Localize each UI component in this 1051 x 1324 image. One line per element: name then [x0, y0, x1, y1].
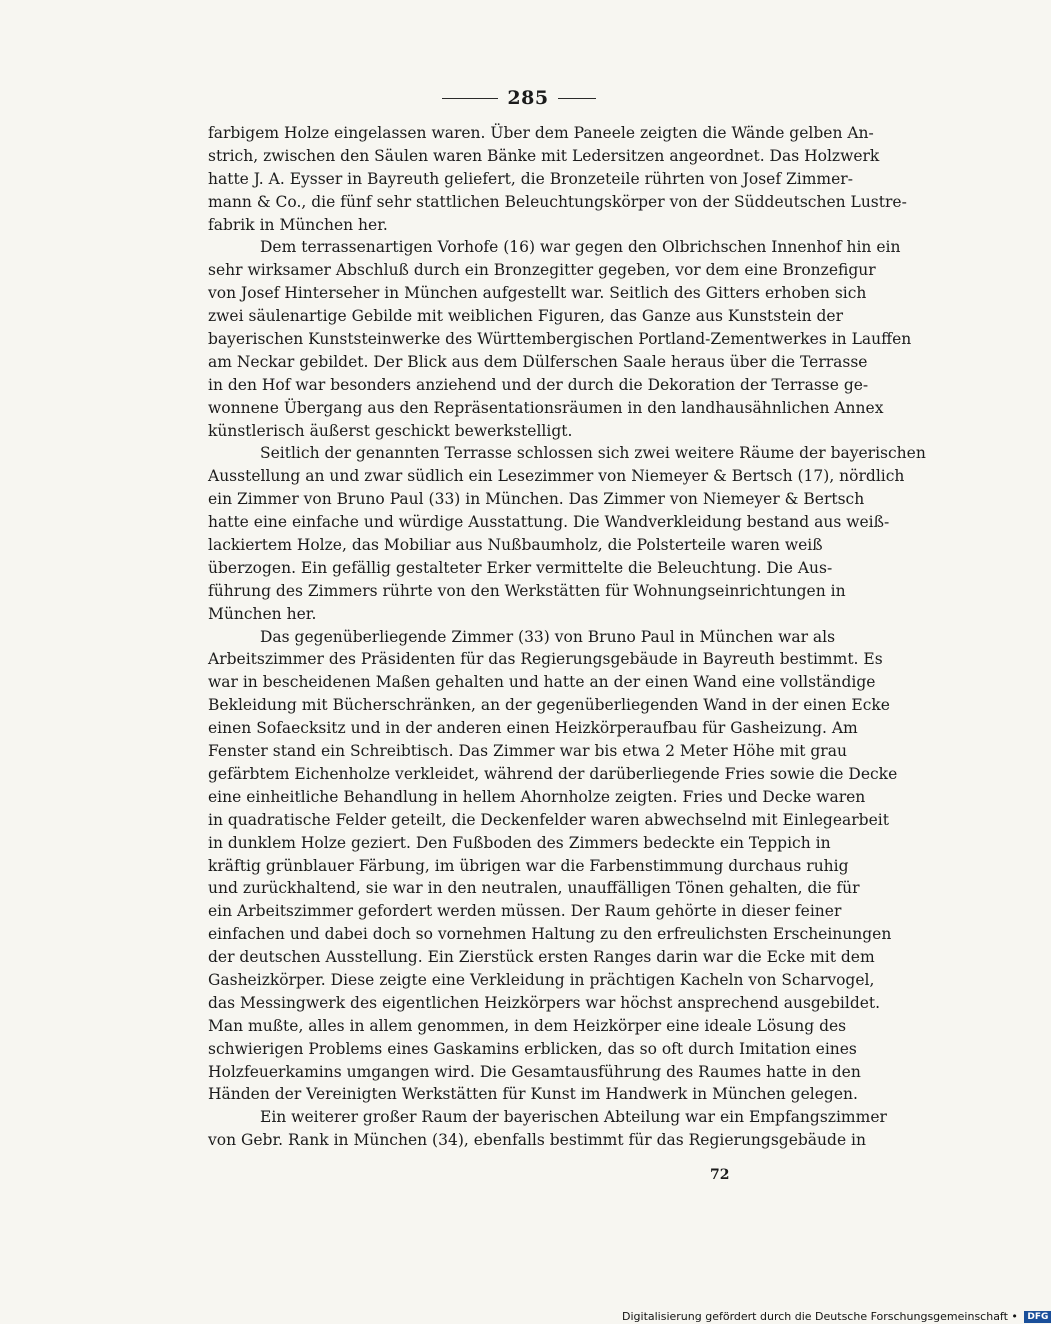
text-line: in quadratische Felder geteilt, die Deckenfelder waren abwechselnd mit Einlegearbeit	[208, 810, 889, 829]
text-line: war in bescheidenen Maßen gehalten und hatte an der einen Wand eine vollständige	[208, 673, 876, 692]
signature-mark: 72	[710, 1167, 730, 1183]
text-line: kräftig grünblauer Färbung, im übrigen war die Farbenstimmung durchaus ruhig	[208, 856, 849, 875]
text-line: das Messingwerk des eigentlichen Heizkörpers war höchst ansprechend ausgebildet.	[208, 993, 881, 1012]
text-line: in den Hof war besonders anziehend und der durch die Dekoration der Terrasse ge-	[208, 375, 869, 394]
text-line: führung des Zimmers rührte von den Werkstätten für Wohnungseinrichtungen in	[208, 581, 846, 600]
text-line: Ausstellung an und zwar südlich ein Lesezimmer von Niemeyer & Bertsch (17), nördlich	[208, 467, 905, 486]
text-line: sehr wirksamer Abschluß durch ein Bronzegitter gegeben, vor dem eine Bronzefigur	[208, 261, 876, 280]
text-line: von Gebr. Rank in München (34), ebenfalls bestimmt für das Regierungsgebäude in	[208, 1131, 866, 1150]
paragraph	[208, 122, 907, 236]
text-line: überzogen. Ein gefällig gestalteter Erker vermittelte die Beleuchtung. Die Aus-	[208, 558, 833, 577]
text-line: fabrik in München her.	[208, 215, 388, 234]
text-line: in dunklem Holze geziert. Den Fußboden des Zimmers bedeckte ein Teppich in	[208, 833, 831, 852]
paragraph	[208, 1106, 887, 1152]
paragraph	[208, 236, 912, 442]
text-line: mann & Co., die fünf sehr stattlichen Beleuchtungskörper von der Süddeutschen Lustre-	[208, 192, 907, 211]
paragraph	[208, 626, 898, 1107]
footer-credit-text: Digitalisierung gefördert durch die Deutsche Forschungsgemeinschaft •	[622, 1310, 1018, 1323]
header-rule-right	[558, 98, 596, 99]
body-text	[208, 122, 926, 1152]
text-line: Ein weiterer großer Raum der bayerischen Abteilung war ein Empfangszimmer	[260, 1108, 887, 1127]
text-line: lackiertem Holze, das Mobiliar aus Nußbaumholz, die Polsterteile waren weiß	[208, 536, 823, 555]
text-line: ein Zimmer von Bruno Paul (33) in München. Das Zimmer von Niemeyer & Bertsch	[208, 490, 865, 509]
text-line: von Josef Hinterseher in München aufgestellt war. Seitlich des Gitters erhoben sich	[208, 284, 867, 303]
text-line: Arbeitszimmer des Präsidenten für das Regierungsgebäude in Bayreuth bestimmt. Es	[208, 650, 883, 669]
text-line: Seitlich der genannten Terrasse schlossen sich zwei weitere Räume der bayerischen	[260, 444, 926, 463]
text-line: künstlerisch äußerst geschickt bewerkstelligt.	[208, 421, 573, 440]
text-line: bayerischen Kunststeinwerke des Württembergischen Portland-Zementwerkes in Lauffen	[208, 330, 912, 349]
text-line: einen Sofaecksitz und in der anderen einen Heizkörperaufbau für Gasheizung. Am	[208, 719, 858, 738]
header-rule-left	[442, 98, 498, 99]
text-line: Holzfeuerkamins umgangen wird. Die Gesamtausführung des Raumes hatte in den	[208, 1062, 861, 1081]
page-header	[0, 86, 1000, 110]
text-line: Bekleidung mit Bücherschränken, an der gegenüberliegenden Wand in der einen Ecke	[208, 696, 890, 715]
text-line: farbigem Holze eingelassen waren. Über dem Paneele zeigten die Wände gelben An-	[208, 124, 874, 142]
text-line: der deutschen Ausstellung. Ein Zierstück ersten Ranges darin war die Ecke mit dem	[208, 948, 875, 967]
text-line: Fenster stand ein Schreibtisch. Das Zimmer war bis etwa 2 Meter Höhe mit grau	[208, 742, 847, 761]
text-line: einfachen und dabei doch so vornehmen Haltung zu den erfreulichsten Erscheinungen	[208, 925, 892, 944]
text-line: und zurückhaltend, sie war in den neutralen, unauffälligen Tönen gehalten, die für	[208, 879, 860, 898]
text-line: zwei säulenartige Gebilde mit weiblichen Figuren, das Ganze aus Kunststein der	[208, 307, 844, 326]
text-line: Man mußte, alles in allem genommen, in dem Heizkörper eine ideale Lösung des	[208, 1016, 847, 1035]
text-line: Händen der Vereinigten Werkstätten für Kunst im Handwerk in München gelegen.	[208, 1085, 858, 1104]
text-line: Dem terrassenartigen Vorhofe (16) war gegen den Olbrichschen Innenhof hin ein	[260, 238, 901, 257]
text-line: hatte eine einfache und würdige Ausstattung. Die Wandverkleidung bestand aus weiß-	[208, 513, 890, 532]
text-line: Das gegenüberliegende Zimmer (33) von Bruno Paul in München war als	[260, 627, 836, 646]
text-line: strich, zwischen den Säulen waren Bänke mit Ledersitzen angeordnet. Das Holzwerk	[208, 146, 880, 165]
dfg-logo: DFG	[1024, 1311, 1051, 1323]
text-line: hatte J. A. Eysser in Bayreuth geliefert, die Bronzeteile rührten von Josef Zimmer-	[208, 169, 853, 188]
footer-credit	[622, 1310, 1049, 1324]
text-line: Gasheizkörper. Diese zeigte eine Verkleidung in prächtigen Kacheln von Scharvogel,	[208, 970, 875, 989]
text-line: eine einheitliche Behandlung in hellem Ahornholze zeigten. Fries und Decke waren	[208, 787, 866, 806]
text-line: München her.	[208, 604, 317, 623]
text-line: am Neckar gebildet. Der Blick aus dem Dülferschen Saale heraus über die Terrasse	[208, 352, 868, 371]
paragraph	[208, 442, 926, 625]
text-line: gefärbtem Eichenholze verkleidet, während der darüberliegende Fries sowie die Decke	[208, 764, 898, 783]
page-number: 285	[507, 87, 549, 109]
text-line: ein Arbeitszimmer gefordert werden müssen. Der Raum gehörte in dieser feiner	[208, 902, 842, 921]
text-line: schwierigen Problems eines Gaskamins erblicken, das so oft durch Imitation eines	[208, 1039, 857, 1058]
text-line: wonnene Übergang aus den Repräsentationsräumen in den landhausähnlichen Annex	[208, 398, 884, 417]
